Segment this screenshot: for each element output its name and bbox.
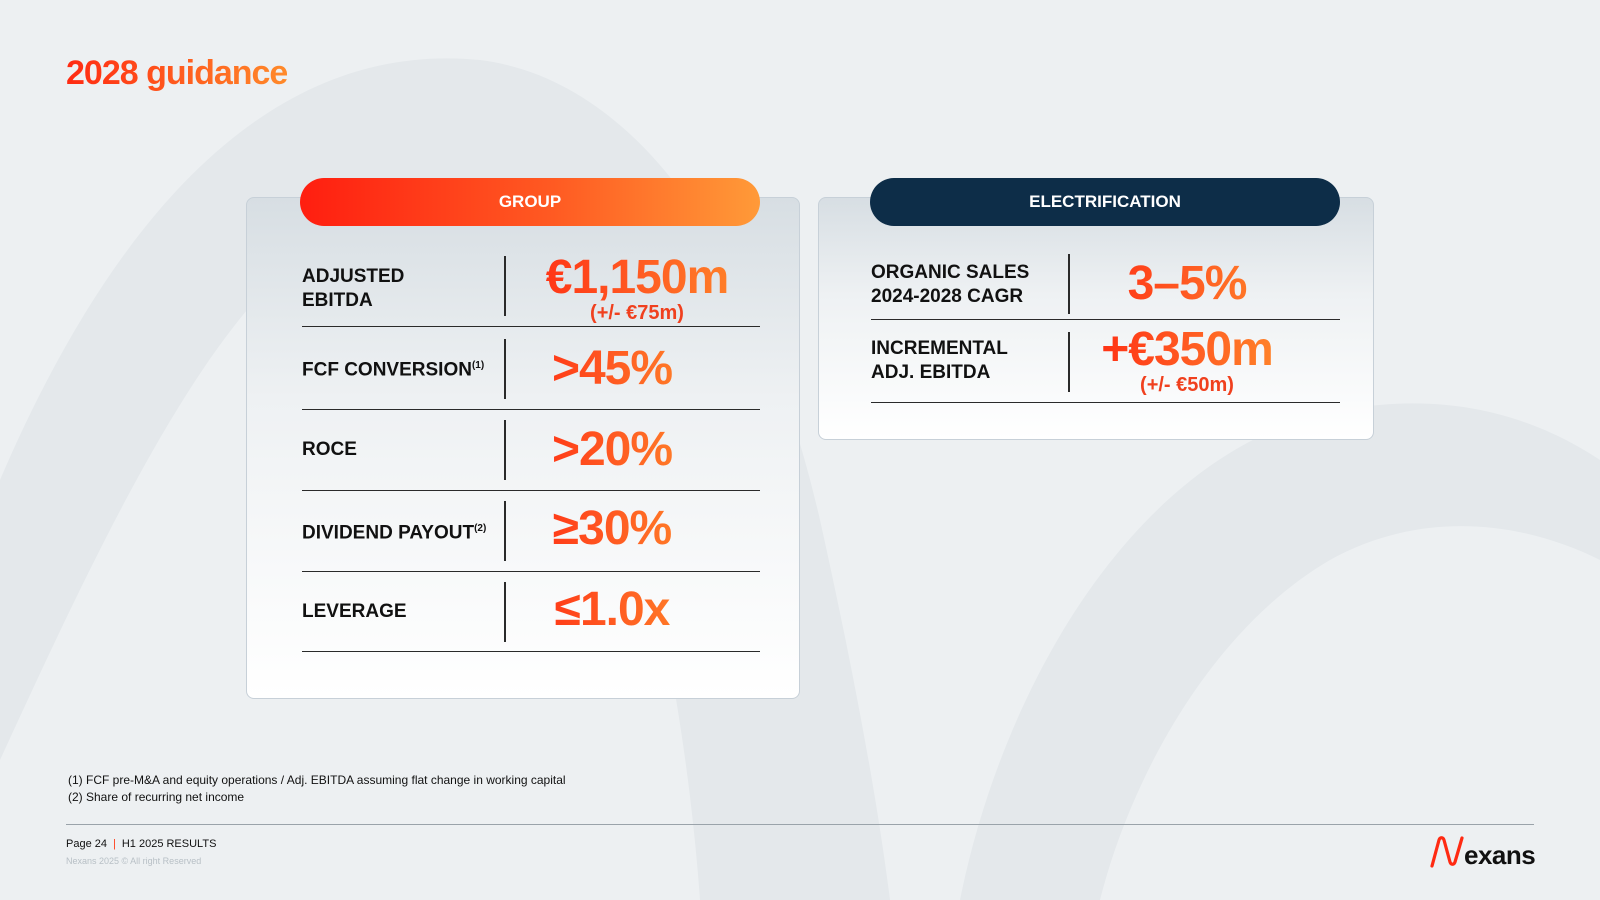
row-value (514, 251, 760, 324)
value-text: >20% (514, 426, 710, 474)
value-range: (+/- €50m) (1140, 374, 1234, 396)
group-row-dividend-payout (302, 491, 760, 572)
row-label: DIVIDEND PAYOUT$^{(2)}$ (302, 522, 487, 544)
nexans-logo-text: exans (1464, 840, 1536, 870)
elec-row-incremental-ebitda (871, 320, 1340, 403)
value-text: >45% (514, 345, 710, 393)
row-value (1081, 323, 1293, 396)
page-number: Page 24 (66, 838, 107, 850)
nexans-logo-mark (1430, 836, 1464, 868)
electrification-header: ELECTRIFICATION (870, 178, 1340, 226)
value-text: 3–5% (1081, 260, 1293, 308)
group-row-adjusted-ebitda (302, 252, 760, 327)
row-value (514, 342, 710, 395)
group-row-fcf-conversion (302, 327, 760, 410)
row-value (514, 583, 710, 636)
row-label: INCREMENTAL ADJ. EBITDA (871, 338, 1008, 383)
row-value (1081, 257, 1293, 310)
footer-divider (66, 824, 1534, 825)
value-text: ≥30% (514, 505, 710, 553)
row-divider (504, 339, 506, 399)
elec-row-organic-sales (871, 250, 1340, 320)
footnote-marker: (2) (474, 522, 487, 534)
group-row-roce (302, 410, 760, 491)
value-range: (+/- €75m) (590, 302, 684, 324)
row-label: ORGANIC SALES 2024-2028 CAGR (871, 261, 1030, 307)
footnote-marker: (1) (471, 359, 485, 371)
row-label: ROCE (302, 439, 357, 460)
nexans-logo (1430, 836, 1535, 868)
page-title: 2028 guidance (66, 54, 288, 92)
copyright: Nexans 2025 © All right Reserved (66, 856, 202, 866)
document-name: H1 2025 RESULTS (121, 838, 217, 850)
footnote-2: (2) Share of recurring net income (68, 790, 245, 804)
row-label: FCF CONVERSION$^{(1)}$ (302, 359, 485, 381)
row-divider (504, 256, 506, 316)
row-label: LEVERAGE (302, 600, 407, 622)
group-row-leverage (302, 572, 760, 652)
row-divider (1068, 254, 1070, 314)
group-header: GROUP (300, 178, 760, 226)
row-value (514, 502, 710, 555)
footer-separator: | (112, 838, 116, 850)
footer-info (66, 838, 216, 850)
value-text: €1,150m (514, 254, 760, 302)
row-value (514, 423, 710, 476)
footnote-1: (1) FCF pre-M&A and equity operations / Adj. EBITDA assuming flat change in working capital (68, 773, 566, 787)
row-label: ADJUSTED EBITDA (302, 266, 405, 311)
value-text: +€350m (1081, 326, 1293, 374)
row-divider (504, 501, 506, 561)
value-text: ≤1.0x (514, 586, 710, 634)
row-divider (1068, 332, 1070, 392)
footnotes (68, 772, 566, 806)
row-divider (504, 582, 506, 642)
row-divider (504, 420, 506, 480)
